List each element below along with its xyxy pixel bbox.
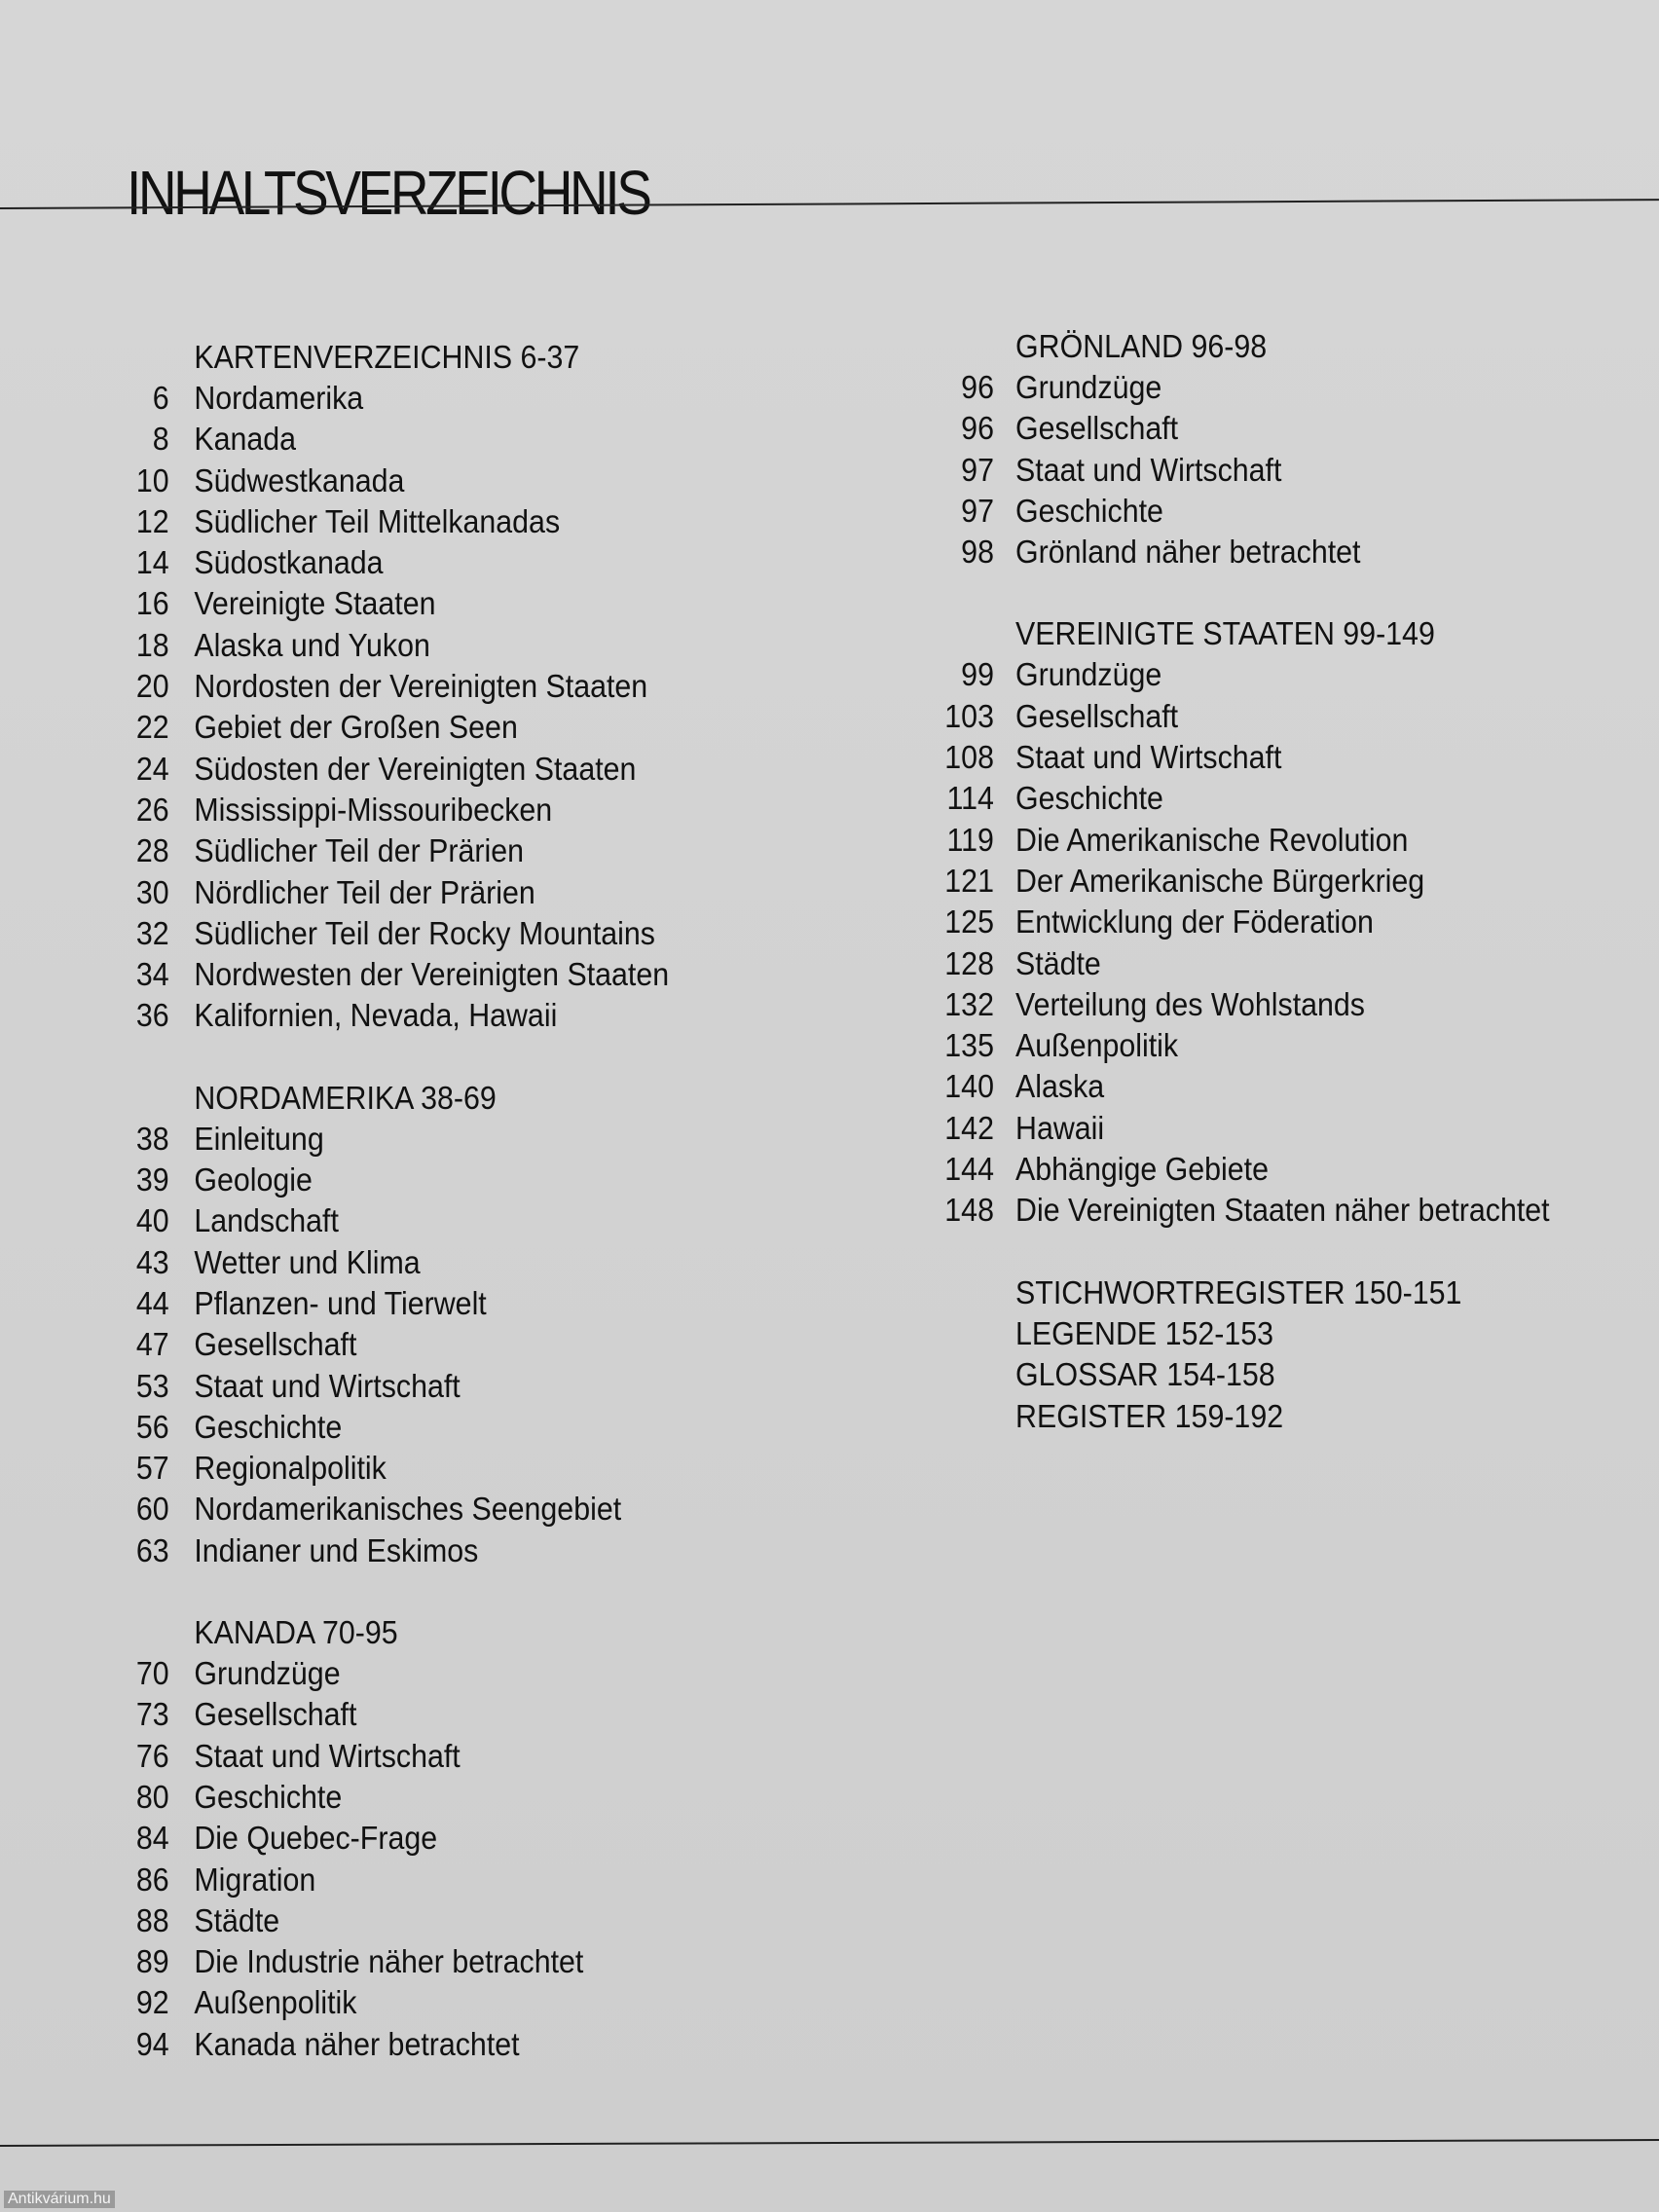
entry-label: Grundzüge [1015,369,1162,405]
toc-entry [97,1283,669,1324]
toc-entry [97,1448,669,1489]
section-heading: GRÖNLAND 96-98 [1015,328,1268,364]
entry-label: Alaska und Yukon [194,626,430,663]
toc-entry [97,1736,669,1777]
entry-label: Einleitung [194,1120,324,1157]
page-number: 8 [152,421,169,458]
page-number: 84 [135,1820,169,1857]
toc-entry [97,954,669,995]
page-number: 16 [135,585,169,622]
entry-label: Staat und Wirtschaft [1015,739,1282,776]
toc-entry [915,820,1550,861]
entry-label: Gesellschaft [194,1326,357,1363]
page-number: 97 [961,451,994,488]
section-heading: KARTENVERZEICHNIS 6-37 [194,339,580,375]
page-number: 43 [135,1243,169,1280]
toc-entry [915,737,1550,778]
toc-entry [915,861,1550,902]
toc-entry [97,542,669,583]
toc-entry [97,1324,669,1365]
page-number: 88 [135,1901,169,1938]
entry-label: Der Amerikanische Bürgerkrieg [1015,862,1425,899]
entry-label: Städte [1015,944,1101,981]
toc-entry [915,1149,1550,1190]
toc-section [97,1612,719,2065]
entry-label: Kalifornien, Nevada, Hawaii [194,997,558,1034]
page-number: 28 [135,832,169,869]
toc-entry [97,790,669,830]
entry-label: Regionalpolitik [194,1450,387,1487]
toc-entry [915,532,1550,572]
entry-label: Geschichte [194,1408,343,1445]
entry-label: Grundzüge [194,1655,341,1692]
toc-entry [97,419,669,460]
entry-label: Außenpolitik [1015,1027,1179,1064]
entry-label: Gebiet der Großen Seen [194,709,518,746]
page-number: 30 [135,873,169,910]
toc-entry [915,1190,1550,1231]
toc-entry [97,583,669,624]
page-number: 40 [135,1202,169,1239]
toc-entry [915,984,1550,1025]
page-number: 76 [135,1737,169,1774]
entry-label: Gesellschaft [1015,697,1179,734]
entry-label: Geschichte [1015,492,1163,529]
toc-entry [97,995,669,1036]
page-number: 24 [135,750,169,787]
toc-entry [915,943,1550,984]
page-number: 125 [944,903,994,940]
toc-entry [915,902,1550,942]
section-heading: VEREINIGTE STAATEN 99-149 [1015,615,1435,652]
appendix-entry: LEGENDE 152-153 [1015,1314,1273,1351]
page-number: 18 [135,626,169,663]
toc-entry [915,450,1550,491]
entry-label: Staat und Wirtschaft [194,1737,461,1774]
entry-label: Südlicher Teil der Prärien [194,832,524,869]
toc-entry [97,461,669,501]
toc-entry [97,378,669,419]
entry-label: Geschichte [194,1778,343,1815]
page-number: 57 [135,1450,169,1487]
entry-label: Gesellschaft [194,1696,357,1733]
entry-label: Indianer und Eskimos [194,1531,479,1568]
page-number: 80 [135,1778,169,1815]
page-number: 12 [135,502,169,539]
toc-entry [97,1653,669,1694]
toc-entry [97,1366,669,1407]
page-number: 103 [944,697,994,734]
page-number: 92 [135,1984,169,2021]
page-number: 114 [946,780,994,817]
toc-entry [97,749,669,790]
toc-section [915,326,1604,572]
page-number: 26 [135,791,169,828]
page-number: 53 [135,1367,169,1404]
entry-label: Abhängige Gebiete [1015,1151,1269,1188]
page-number: 108 [944,739,994,776]
page-number: 148 [944,1192,994,1229]
toc-entry [97,1777,669,1818]
page-number: 22 [135,709,169,746]
entry-label: Die Quebec-Frage [194,1820,438,1857]
toc-entry [97,1407,669,1448]
page-number: 99 [961,656,994,693]
toc-entry [97,1900,669,1941]
entry-label: Pflanzen- und Tierwelt [194,1284,487,1321]
page-number: 20 [135,668,169,705]
entry-label: Staat und Wirtschaft [194,1367,461,1404]
entry-label: Außenpolitik [194,1984,357,2021]
page-number: 97 [961,492,994,529]
toc-entry [915,654,1550,695]
page-number: 73 [135,1696,169,1733]
appendix-entry: REGISTER 159-192 [1015,1397,1284,1434]
page-number: 142 [944,1109,994,1146]
page-number: 32 [135,914,169,951]
page-number: 119 [946,821,994,858]
left-column [97,337,719,2106]
toc-entry [97,1982,669,2023]
toc-entry [915,1066,1550,1107]
page-number: 6 [152,380,169,416]
toc-entry [97,707,669,748]
entry-label: Nordamerikanisches Seengebiet [194,1491,622,1528]
entry-label: Geschichte [1015,780,1163,817]
entry-label: Südlicher Teil Mittelkanadas [194,502,561,539]
page-number: 70 [135,1655,169,1692]
page-number: 34 [135,956,169,993]
entry-label: Nordosten der Vereinigten Staaten [194,668,648,705]
page-number: 89 [135,1943,169,1980]
entry-label: Kanada näher betrachtet [194,2025,520,2062]
toc-entry [97,1694,669,1735]
toc-entry [915,491,1550,532]
toc-entry [97,1119,669,1160]
section-heading: KANADA 70-95 [194,1614,398,1651]
page-number: 39 [135,1161,169,1198]
entry-label: Nordwesten der Vereinigten Staaten [194,956,670,993]
watermark: Antikvárium.hu [4,2191,115,2208]
toc-entry [915,1025,1550,1066]
right-column [915,326,1604,1478]
toc-entry [915,1108,1550,1149]
page-number: 121 [944,862,994,899]
entry-label: Vereinigte Staaten [194,585,436,622]
toc-entry [97,1941,669,1982]
entry-label: Die Industrie näher betrachtet [194,1943,584,1980]
toc-entry [915,696,1550,737]
section-heading: NORDAMERIKA 38-69 [194,1079,497,1116]
entry-label: Landschaft [194,1202,339,1239]
entry-label: Mississippi-Missouribecken [194,791,553,828]
toc-section [97,337,719,1037]
appendix-entry: STICHWORTREGISTER 150-151 [1015,1273,1462,1310]
toc-entry [97,2024,669,2065]
toc-section [915,613,1604,1231]
entry-label: Südostkanada [194,544,384,581]
entry-label: Die Vereinigten Staaten näher betrachtet [1015,1192,1550,1229]
entry-label: Kanada [194,421,297,458]
page-number: 132 [944,985,994,1022]
entry-label: Nördlicher Teil der Prärien [194,873,535,910]
toc-entry [97,1818,669,1859]
page-number: 60 [135,1491,169,1528]
bottom-divider [0,2139,1659,2147]
page-number: 140 [944,1068,994,1105]
entry-label: Gesellschaft [1015,410,1179,447]
toc-entry [97,1860,669,1900]
page-number: 86 [135,1861,169,1898]
page-number: 96 [961,410,994,447]
page-number: 135 [944,1027,994,1064]
toc-section [97,1078,719,1571]
entry-label: Nordamerika [194,380,364,416]
page-number: 63 [135,1531,169,1568]
toc-entry [97,1242,669,1283]
page-number: 98 [961,534,994,571]
entry-label: Geologie [194,1161,313,1198]
entry-label: Entwicklung der Föderation [1015,903,1374,940]
page-title: INHALTSVERZEICHNIS [127,157,649,228]
entry-label: Hawaii [1015,1109,1105,1146]
page-number: 14 [135,544,169,581]
entry-label: Migration [194,1861,316,1898]
entry-label: Grönland näher betrachtet [1015,534,1361,571]
appendix-section [915,1272,1604,1437]
page-number: 96 [961,369,994,405]
toc-entry [97,1200,669,1241]
entry-label: Städte [194,1901,280,1938]
page-number: 94 [135,2025,169,2062]
toc-entry [97,666,669,707]
toc-entry [915,367,1550,408]
page-number: 44 [135,1284,169,1321]
page-number: 128 [944,944,994,981]
toc-entry [97,872,669,913]
toc-entry [97,1530,669,1571]
toc-entry [915,408,1550,449]
entry-label: Die Amerikanische Revolution [1015,821,1409,858]
appendix-entry: GLOSSAR 154-158 [1015,1356,1275,1393]
entry-label: Wetter und Klima [194,1243,421,1280]
page-number: 47 [135,1326,169,1363]
page-number: 38 [135,1120,169,1157]
page-number: 36 [135,997,169,1034]
toc-entry [97,1489,669,1530]
page-number: 10 [135,461,169,498]
toc-entry [915,778,1550,819]
toc-entry [97,913,669,954]
page-number: 144 [944,1151,994,1188]
entry-label: Südosten der Vereinigten Staaten [194,750,637,787]
toc-entry [97,625,669,666]
page-number: 56 [135,1408,169,1445]
entry-label: Südwestkanada [194,461,405,498]
entry-label: Südlicher Teil der Rocky Mountains [194,914,655,951]
toc-entry [97,830,669,871]
toc-entry [97,1160,669,1200]
entry-label: Staat und Wirtschaft [1015,451,1282,488]
entry-label: Grundzüge [1015,656,1162,693]
toc-entry [97,501,669,542]
entry-label: Verteilung des Wohlstands [1015,985,1365,1022]
entry-label: Alaska [1015,1068,1105,1105]
